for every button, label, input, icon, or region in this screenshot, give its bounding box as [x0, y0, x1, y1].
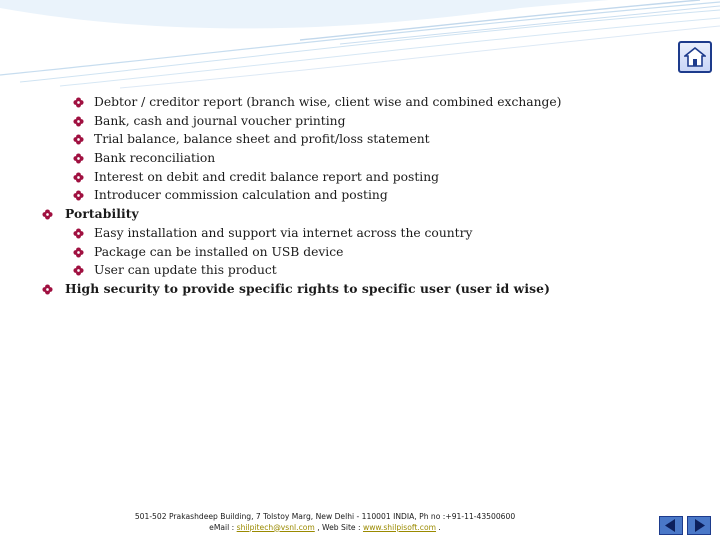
- diamond-bullet-icon: [73, 97, 84, 108]
- list-item-text: User can update this product: [94, 263, 277, 278]
- home-icon: [684, 47, 706, 67]
- diamond-bullet-icon: [73, 153, 84, 164]
- section-heading-text: High security to provide specific rights to specific user (user id wise): [65, 280, 550, 296]
- website-link[interactable]: www.shilpisoft.com: [362, 522, 437, 532]
- list-item: [40, 130, 680, 149]
- forward-arrow-icon: [688, 517, 710, 534]
- section-heading-text: Portability: [65, 206, 139, 222]
- website-label: , Web Site :: [314, 522, 363, 532]
- list-item-text: Easy installation and support via internet across the country: [94, 225, 473, 240]
- list-item-text: Introducer commission calculation and posting: [94, 188, 388, 203]
- feature-list: [40, 93, 680, 299]
- list-item: [40, 112, 680, 131]
- list-item: [40, 186, 680, 205]
- section-heading-security: [40, 280, 680, 299]
- diamond-bullet-icon: [73, 228, 84, 239]
- list-item: [40, 93, 680, 112]
- list-item: [40, 243, 680, 262]
- footer: [80, 512, 570, 533]
- list-item: [40, 168, 680, 187]
- list-item-text: Bank, cash and journal voucher printing: [94, 113, 346, 128]
- previous-slide-button[interactable]: [659, 516, 683, 535]
- diamond-bullet-icon: [42, 284, 53, 295]
- diamond-bullet-icon: [73, 172, 84, 183]
- email-label: eMail :: [209, 522, 237, 532]
- back-arrow-icon: [660, 517, 682, 534]
- diamond-bullet-icon: [73, 190, 84, 201]
- list-item: [40, 149, 680, 168]
- diamond-bullet-icon: [73, 116, 84, 127]
- diamond-bullet-icon: [73, 134, 84, 145]
- list-item: [40, 224, 680, 243]
- list-item-text: Debtor / creditor report (branch wise, client wise and combined exchange): [94, 95, 562, 109]
- footer-address: 501-502 Prakashdeep Building, 7 Tolstoy Marg, New Delhi - 110001 INDIA, Ph no :+91-11-43500600: [134, 512, 516, 521]
- next-slide-button[interactable]: [687, 516, 711, 535]
- list-item-text: Trial balance, balance sheet and profit/loss statement: [94, 132, 430, 147]
- list-item-text: Package can be installed on USB device: [94, 244, 344, 259]
- home-button[interactable]: [678, 41, 712, 73]
- email-link[interactable]: shilpitech@vsnl.com: [236, 522, 315, 532]
- footer-contact: [80, 523, 570, 534]
- list-item: [40, 261, 680, 280]
- list-item-text: Interest on debit and credit balance report and posting: [94, 169, 439, 184]
- footer-end: .: [436, 522, 441, 532]
- diamond-bullet-icon: [73, 247, 84, 258]
- section-heading-portability: [40, 205, 680, 224]
- diamond-bullet-icon: [73, 265, 84, 276]
- list-item-text: Bank reconciliation: [94, 151, 216, 166]
- diamond-bullet-icon: [42, 209, 53, 220]
- header-wave-decoration: [0, 0, 720, 90]
